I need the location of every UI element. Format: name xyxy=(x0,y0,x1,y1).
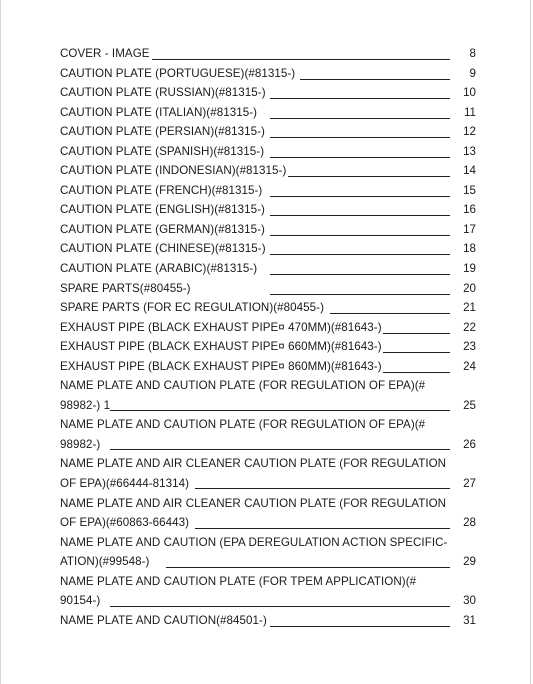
toc-entry-title-line: EXHAUST PIPE (BLACK EXHAUST PIPE¤ 660MM)(#81643-) xyxy=(60,340,382,354)
toc-entry[interactable] xyxy=(60,414,478,453)
toc-entry-title-line: CAUTION PLATE (ARABIC)(#81315-) xyxy=(60,262,258,276)
toc-entry-page-number: 18 xyxy=(463,242,476,256)
toc-entry-title-continuation: OF EPA)(#66444-81314) xyxy=(60,476,190,490)
leader-line xyxy=(270,294,450,295)
toc-entry-title xyxy=(60,239,266,259)
toc-entry[interactable] xyxy=(60,43,478,63)
toc-entry-page-number: 19 xyxy=(463,262,476,276)
toc-entry-title-line: CAUTION PLATE (ENGLISH)(#81315-) xyxy=(60,203,265,217)
toc-entry-title xyxy=(60,298,324,318)
toc-entry-page-number: 12 xyxy=(463,125,476,139)
toc-entry-page-number: 22 xyxy=(463,320,476,334)
table-of-contents xyxy=(60,43,478,629)
toc-entry-title-line: CAUTION PLATE (CHINESE)(#81315-) xyxy=(60,242,266,256)
toc-entry-page-number: 27 xyxy=(463,476,476,490)
toc-entry[interactable] xyxy=(60,610,478,630)
toc-entry-title-line: EXHAUST PIPE (BLACK EXHAUST PIPE¤ 860MM)(#81643-) xyxy=(60,359,382,373)
toc-entry-title-line: NAME PLATE AND CAUTION (EPA DEREGULATION ACTION SPECIFIC- xyxy=(60,535,448,549)
toc-entry-page-number: 14 xyxy=(463,164,476,178)
leader-line xyxy=(110,606,450,607)
toc-entry[interactable] xyxy=(60,317,478,337)
leader-line xyxy=(110,410,450,411)
leader-line xyxy=(110,449,450,450)
leader-line xyxy=(270,118,450,119)
toc-entry-title-line: NAME PLATE AND CAUTION(#84501-) xyxy=(60,613,267,627)
toc-entry-page-number: 17 xyxy=(463,222,476,236)
toc-entry-title-continuation: OF EPA)(#60863-66443) xyxy=(60,516,190,530)
leader-line xyxy=(288,176,450,177)
toc-entry-page-number: 25 xyxy=(463,398,476,412)
toc-entry-title xyxy=(60,318,382,338)
leader-line xyxy=(330,313,450,314)
leader-line xyxy=(383,372,450,373)
toc-entry-title xyxy=(60,44,150,64)
toc-entry[interactable] xyxy=(60,571,478,610)
toc-entry-title-continuation: ATION)(#99548-) xyxy=(60,555,150,569)
toc-entry-title-line: EXHAUST PIPE (BLACK EXHAUST PIPE¤ 470MM)(#81643-) xyxy=(60,320,382,334)
leader-line xyxy=(195,528,450,529)
toc-entry-title-line: CAUTION PLATE (FRENCH)(#81315-) xyxy=(60,183,263,197)
toc-entry[interactable] xyxy=(60,336,478,356)
toc-entry-title xyxy=(60,200,265,220)
toc-entry-title xyxy=(60,181,262,201)
toc-entry-title xyxy=(60,259,257,279)
leader-line xyxy=(270,274,450,275)
toc-entry[interactable] xyxy=(60,297,478,317)
toc-entry-title-continuation: 98982-) 1 xyxy=(60,398,111,412)
toc-entry-title xyxy=(60,357,382,377)
leader-line xyxy=(270,98,450,99)
toc-entry[interactable] xyxy=(60,219,478,239)
toc-entry-page-number: 13 xyxy=(463,144,476,158)
toc-entry-title-line: NAME PLATE AND CAUTION PLATE (FOR REGULATION OF EPA)(# xyxy=(60,418,426,432)
toc-entry[interactable] xyxy=(60,63,478,83)
toc-entry-page-number: 26 xyxy=(463,437,476,451)
toc-entry[interactable] xyxy=(60,493,478,532)
leader-line xyxy=(270,626,450,627)
leader-line xyxy=(195,488,450,489)
leader-line xyxy=(270,157,450,158)
toc-entry[interactable] xyxy=(60,121,478,141)
toc-entry-page-number: 16 xyxy=(463,203,476,217)
toc-entry-title-line: NAME PLATE AND CAUTION PLATE (FOR REGULATION OF EPA)(# xyxy=(60,379,426,393)
toc-entry-title xyxy=(60,337,382,357)
toc-entry-title-line: COVER - IMAGE xyxy=(60,47,150,60)
toc-entry-title xyxy=(60,83,266,103)
toc-entry[interactable] xyxy=(60,180,478,200)
toc-entry[interactable] xyxy=(60,278,478,298)
toc-entry[interactable] xyxy=(60,102,478,122)
toc-entry-title xyxy=(60,122,265,142)
toc-entry-title-line: SPARE PARTS (FOR EC REGULATION)(#80455-) xyxy=(60,301,324,315)
leader-line xyxy=(270,137,450,138)
toc-entry-title-line: CAUTION PLATE (ITALIAN)(#81315-) xyxy=(60,105,258,119)
toc-entry-page-number: 29 xyxy=(463,555,476,569)
toc-entry-title xyxy=(60,142,264,162)
toc-entry[interactable] xyxy=(60,160,478,180)
toc-entry-title-continuation: 90154-) xyxy=(60,594,101,608)
toc-entry-title-line: NAME PLATE AND AIR CLEANER CAUTION PLATE (FOR REGULATION xyxy=(60,457,447,471)
toc-entry-title xyxy=(60,220,265,240)
toc-entry[interactable] xyxy=(60,356,478,376)
toc-entry-page-number: 30 xyxy=(463,594,476,608)
toc-entry-title-line: CAUTION PLATE (RUSSIAN)(#81315-) xyxy=(60,86,266,100)
toc-entry-title xyxy=(60,161,286,181)
toc-entry-title-continuation: 98982-) xyxy=(60,437,101,451)
leader-line xyxy=(383,333,450,334)
toc-entry-title-line: CAUTION PLATE (PORTUGUESE)(#81315-) xyxy=(60,66,296,80)
toc-entry-title xyxy=(60,64,295,84)
toc-entry[interactable] xyxy=(60,453,478,492)
leader-line xyxy=(270,254,450,255)
toc-entry[interactable] xyxy=(60,141,478,161)
toc-entry-page-number: 11 xyxy=(463,105,476,119)
toc-entry-title-line: NAME PLATE AND AIR CLEANER CAUTION PLATE (FOR REGULATION xyxy=(60,496,447,510)
toc-entry-page-number: 9 xyxy=(469,66,476,80)
leader-line xyxy=(270,235,450,236)
leader-line xyxy=(383,352,450,353)
toc-entry-page-number: 10 xyxy=(463,86,476,100)
toc-entry-page-number: 24 xyxy=(463,359,476,373)
toc-entry-title xyxy=(60,611,267,631)
toc-entry-title xyxy=(60,279,191,299)
leader-line xyxy=(166,567,450,568)
leader-line xyxy=(270,215,450,216)
toc-entry-title-line: CAUTION PLATE (PERSIAN)(#81315-) xyxy=(60,125,265,139)
leader-line xyxy=(152,59,450,60)
toc-entry[interactable] xyxy=(60,199,478,219)
toc-entry-page-number: 20 xyxy=(463,281,476,295)
toc-entry[interactable] xyxy=(60,238,478,258)
toc-entry-page-number: 31 xyxy=(463,613,476,627)
toc-entry-page-number: 23 xyxy=(463,340,476,354)
toc-entry-title-line: CAUTION PLATE (INDONESIAN)(#81315-) xyxy=(60,164,287,178)
toc-entry[interactable] xyxy=(60,82,478,102)
toc-entry-page-number: 8 xyxy=(469,47,476,60)
leader-line xyxy=(270,196,450,197)
leader-line xyxy=(300,79,450,80)
toc-entry[interactable] xyxy=(60,375,478,414)
toc-entry-page-number: 28 xyxy=(463,516,476,530)
toc-entry-title-line: NAME PLATE AND CAUTION PLATE (FOR TPEM APPLICATION)(# xyxy=(60,574,417,588)
toc-entry[interactable] xyxy=(60,258,478,278)
toc-entry[interactable] xyxy=(60,532,478,571)
toc-entry-title-line: CAUTION PLATE (GERMAN)(#81315-) xyxy=(60,222,265,236)
toc-entry-title-line: SPARE PARTS(#80455-) xyxy=(60,281,191,295)
toc-entry-title xyxy=(60,103,257,123)
toc-entry-page-number: 21 xyxy=(463,301,476,315)
toc-entry-title-line: CAUTION PLATE (SPANISH)(#81315-) xyxy=(60,144,265,158)
toc-entry-page-number: 15 xyxy=(463,183,476,197)
